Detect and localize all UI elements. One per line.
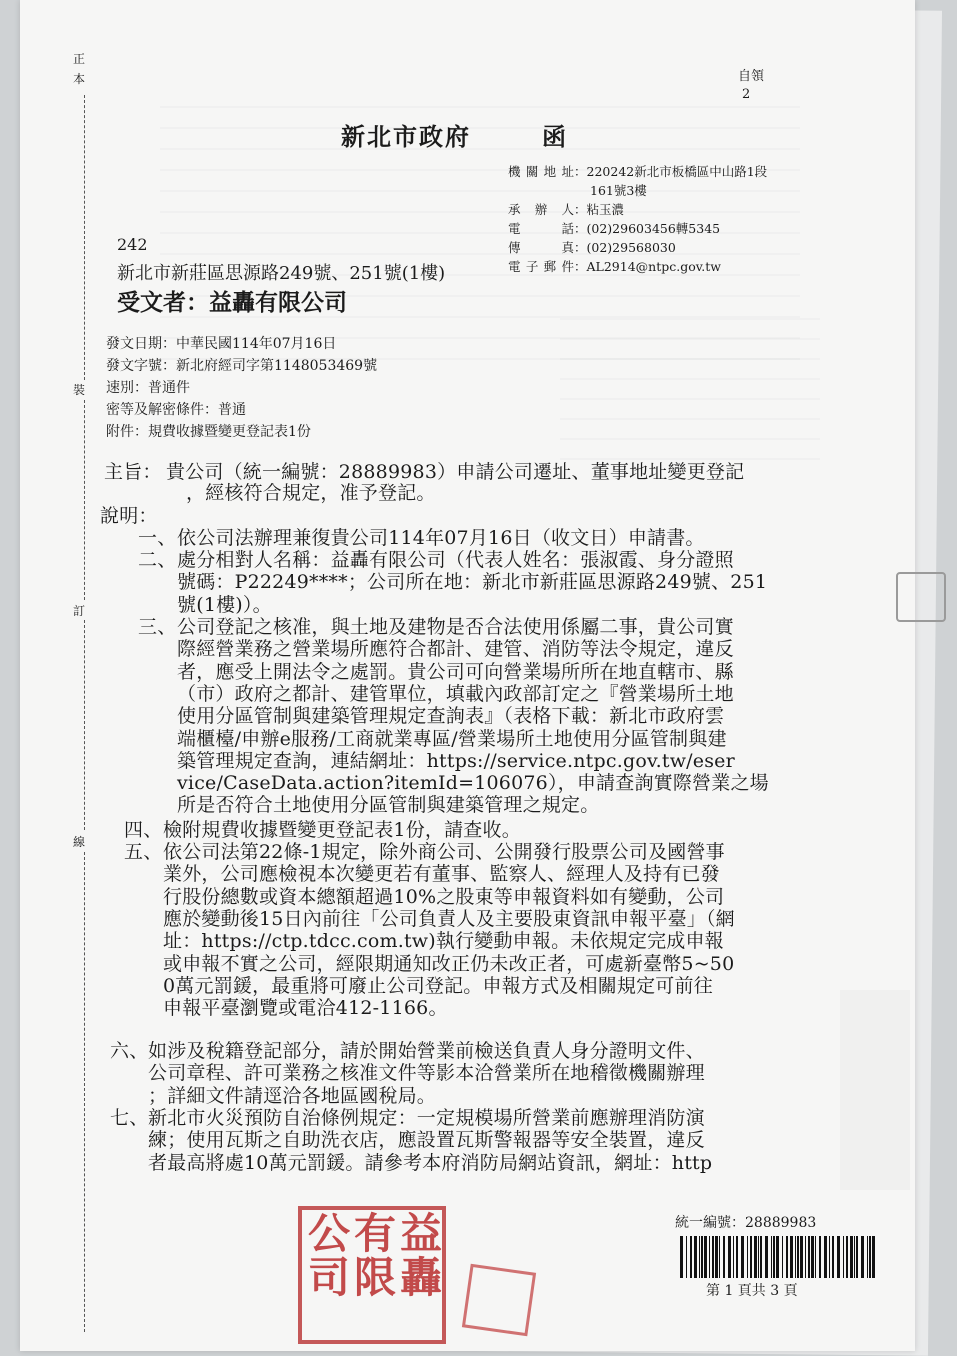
explanation-item-line: 申報平臺瀏覽或電洽412-1166。: [163, 997, 448, 1020]
subject-label-text: 主旨: [104, 461, 143, 483]
barcode-bar: [733, 1236, 734, 1278]
phone-number: (02)29603456轉5345: [586, 221, 721, 236]
explanation-item-line: 所是否符合土地使用分區管制與建築管理之規定。: [177, 794, 600, 817]
margin-mark-ben: 本: [72, 72, 85, 86]
barcode-bar: [795, 1236, 796, 1278]
barcode-bar: [829, 1236, 830, 1278]
agency-address-row: 機關地址：220242新北市板橋區中山路1段: [508, 164, 768, 179]
barcode-bar: [686, 1236, 687, 1278]
barcode-bar: [800, 1236, 803, 1278]
barcode-bar: [680, 1236, 683, 1278]
barcode-bar: [861, 1236, 864, 1278]
explanation-item-number: 七、: [110, 1107, 149, 1129]
self-collect-mark: 自領: [738, 69, 765, 84]
doc-number-row: 發文字號：新北府經司字第1148053469號: [106, 358, 378, 374]
explanation-item-line: （市）政府之都計、建管單位，填載內政部訂定之『營業場所土地: [177, 682, 734, 705]
barcode-bar: [805, 1236, 806, 1278]
footer-tax-id-label: 統一編號: [675, 1215, 731, 1231]
bleed-through-right-box: [840, 990, 910, 1190]
barcode-bar: [758, 1236, 759, 1278]
binding-line-2: [84, 400, 85, 600]
explanation-label: 說明：: [100, 505, 158, 527]
handler-label: 承辦人: [508, 202, 574, 217]
explanation-item-line: vice/CaseData.action?itemId=106076），申請查詢實際營業之場: [177, 772, 769, 795]
email-address: AL2914@ntpc.gov.tw: [586, 259, 722, 274]
fax-number: (02)29568030: [586, 240, 676, 255]
barcode-bar: [843, 1236, 844, 1278]
seal-char-5: 公: [308, 1209, 351, 1258]
attachment-value: 規費收據暨變更登記表1份: [148, 424, 311, 440]
email-row: 電子郵件：AL2914@ntpc.gov.tw: [508, 259, 722, 274]
recipient-row: 受文者：益轟有限公司: [117, 289, 347, 316]
company-seal: [298, 1206, 446, 1344]
recipient-name: 益轟有限公司: [209, 289, 347, 316]
explanation-item-line: 練；使用瓦斯之自助洗衣店，應設置瓦斯警報器等安全裝置，違反: [148, 1129, 705, 1152]
explanation-item-line: 端櫃檯/申辦e服務/工商就業專區/營業場所土地使用分區管制與建: [177, 727, 727, 750]
explanation-item-number: 三、: [138, 616, 177, 638]
agency-address-row-2: [508, 181, 767, 200]
barcode-bar: [797, 1236, 799, 1278]
date-label: 發文日期: [106, 336, 162, 352]
explanation-item-line: 0萬元罰鍰，最重將可廢止公司登記。申報方式及相關規定可前往: [163, 974, 713, 997]
explanation-item-line: 際經營業務之營業場所應符合都計、建管、消防等法令規定，違反: [177, 638, 734, 661]
subject-line-1: 貴公司（統一編號：28889983）申請公司遷址、董事地址變更登記: [166, 461, 745, 483]
explanation-item-line: 新北市火災預防自治條例規定：一定規模場所營業前應辦理消防演: [148, 1107, 705, 1129]
official-letter-page: [20, 0, 915, 1351]
issue-date: 中華民國114年07月16日: [176, 336, 337, 352]
binding-line-1: [84, 95, 85, 380]
barcode-bar: [832, 1236, 834, 1278]
handler-row: 承辦人：粘玉濃: [508, 202, 625, 217]
explanation-item-line: 業外，公司應檢視本次變更若有董事、監察人、經理人及持有已發: [163, 863, 720, 886]
explanation-item-line: 公司登記之核准，與土地及建物是否合法使用係屬二事，貴公司實: [177, 616, 734, 638]
explanation-item-number: 六、: [110, 1040, 149, 1062]
barcode-bar: [776, 1236, 779, 1278]
explanation-item-line: 址：https://ctp.tdcc.com.tw)執行變動申報。未依規定完成申報: [163, 930, 724, 953]
barcode-bar: [728, 1236, 731, 1278]
barcode-bar: [773, 1236, 775, 1278]
barcode-bar: [690, 1236, 692, 1278]
barcode-bar: [715, 1236, 718, 1278]
barcode-bar: [719, 1236, 720, 1278]
barcode-bar: [867, 1236, 868, 1278]
barcode-bar: [736, 1236, 738, 1278]
seal-char-1: 益: [400, 1209, 443, 1258]
barcode-bar: [723, 1236, 725, 1278]
recipient-postcode: 242: [117, 235, 148, 254]
barcode-bar: [750, 1236, 752, 1278]
barcode-bar: [786, 1236, 788, 1278]
barcode-bar: [856, 1236, 858, 1278]
explanation-item-line: 應於變動後15日內前往「公司負責人及主要股東資訊申報平臺」（網: [163, 907, 735, 930]
footer-tax-id: 統一編號：28889983: [675, 1215, 817, 1231]
seal-char-2: 轟: [400, 1253, 443, 1302]
barcode-bar: [790, 1236, 793, 1278]
speed-label: 速別: [106, 380, 134, 396]
personal-seal-stamp: [462, 1264, 536, 1337]
explanation-item-number: 一、: [138, 527, 177, 549]
explanation-item-line: 者，應受上開法令之處罰。貴公司可向營業場所所在地直轄市、縣: [177, 660, 734, 683]
explanation-item-line: 築管理規定查詢，連結網址：https://service.ntpc.gov.tw/eser: [177, 749, 735, 772]
barcode-bar: [850, 1236, 853, 1278]
margin-mark-zheng: 正: [72, 52, 85, 66]
copy-number: 2: [742, 87, 751, 102]
doc-number-label: 發文字號: [106, 358, 162, 374]
seal-char-6: 司: [308, 1253, 351, 1302]
barcode-bar: [699, 1236, 700, 1278]
barcode-bar: [824, 1236, 827, 1278]
explanation-item-line: 者最高將處10萬元罰鍰。請參考本府消防局網站資訊，網址：http: [148, 1151, 713, 1174]
barcode-bar: [854, 1236, 855, 1278]
barcode-bar: [808, 1236, 810, 1278]
barcode-bar: [815, 1236, 816, 1278]
explanation-item-line: 號碼：P22249****；公司所在地：新北市新莊區思源路249號、251: [177, 571, 768, 594]
barcode-bar: [704, 1236, 707, 1278]
subject-line-2: ，經核符合規定，准予登記。: [186, 482, 436, 504]
address-label: 機關地址: [508, 164, 574, 179]
agency-contact-block: [508, 162, 767, 276]
bleed-through-texture-2: [560, 300, 820, 460]
explanation-item-line: 或申報不實之公司，經限期通知改正仍未改正者，可處新臺幣5~50: [163, 952, 735, 975]
explanation-label-text: 說明: [100, 505, 139, 527]
barcode-bar: [754, 1236, 757, 1278]
seal-char-4: 限: [354, 1253, 397, 1302]
document-type: 函: [542, 122, 568, 151]
barcode-bar: [811, 1236, 814, 1278]
speed-value: 普通件: [148, 380, 190, 396]
doc-number: 新北府經司字第1148053469號: [176, 358, 378, 374]
recipient-address: 新北市新莊區思源路249號、251號(1樓): [117, 263, 446, 284]
explanation-item-line: 處分相對人名稱：益轟有限公司（代表人姓名：張淑霞、身分證照: [177, 549, 734, 571]
margin-mark-zhuang: 裝: [72, 383, 85, 397]
barcode-bar: [771, 1236, 772, 1278]
secrecy-value: 普通: [218, 402, 246, 418]
handler-name: 粘玉濃: [586, 202, 625, 217]
attachment-row: 附件：規費收據暨變更登記表1份: [106, 424, 311, 440]
barcode-bar: [869, 1236, 871, 1278]
footer-tax-id-value: 28889983: [745, 1215, 817, 1231]
margin-mark-ding: 訂: [72, 604, 85, 618]
recipient-label: 受文者: [117, 289, 186, 316]
phone-row: 電 話：(02)29603456轉5345: [508, 221, 721, 236]
subject-label: 主旨：: [104, 461, 162, 483]
explanation-item-line: 依公司法辦理兼復貴公司114年07月16日（收文日）申請書。: [177, 527, 705, 549]
barcode-bar: [837, 1236, 840, 1278]
explanation-item-line: 依公司法第22條-1規定，除外商公司、公開發行股票公司及國營事: [163, 841, 725, 863]
barcode-bar: [846, 1236, 848, 1278]
barcode-bar: [760, 1236, 762, 1278]
issuing-agency-title: 新北市政府: [341, 122, 471, 151]
agency-address-2: 161號3樓: [590, 183, 647, 198]
explanation-item-line: 公司章程、許可業務之核准文件等影本洽營業所在地稽徵機關辦理: [148, 1062, 705, 1085]
barcode-bar: [712, 1236, 714, 1278]
agency-address: 220242新北市板橋區中山路1段: [586, 164, 768, 179]
binding-line-3: [84, 620, 85, 830]
explanation-item-line: ；詳細文件請逕洽各地區國稅局。: [148, 1084, 437, 1107]
barcode-bar: [819, 1236, 821, 1278]
explanation-item-number: 四、: [124, 819, 163, 841]
document-meta-block: [106, 333, 377, 443]
barcode-bar: [782, 1236, 783, 1278]
explanation-item-number: 二、: [138, 549, 177, 571]
explanation-item-line: 檢附規費收據暨變更登記表1份，請查收。: [163, 819, 521, 841]
secrecy-row: 密等及解密條件：普通: [106, 402, 246, 418]
seal-char-3: 有: [354, 1209, 397, 1258]
date-row: 發文日期：中華民國114年07月16日: [106, 336, 337, 352]
page-indicator: 第 1 頁共 3 頁: [706, 1283, 798, 1299]
phone-label: 電 話: [508, 221, 574, 236]
explanation-item-line: 行股份總數或資本總額超過10%之股東等申報資料如有變動，公司: [163, 885, 725, 908]
fax-row: 傳 真：(02)29568030: [508, 240, 676, 255]
barcode-bar: [701, 1236, 703, 1278]
explanation-item-line: 號(1樓)）。: [177, 593, 272, 616]
barcode-bar: [709, 1236, 710, 1278]
barcode-bar: [747, 1236, 748, 1278]
gray-ink-stamp: [896, 572, 946, 622]
barcode-bar: [872, 1236, 875, 1278]
explanation-item-number: 五、: [124, 841, 163, 863]
explanation-item-line: 使用分區管制與建築管理規定查詢表』（表格下載：新北市政府雲: [177, 705, 725, 728]
speed-row: 速別：普通件: [106, 380, 190, 396]
fax-label: 傳 真: [508, 240, 574, 255]
barcode: [680, 1236, 880, 1278]
email-label: 電子郵件: [508, 259, 574, 274]
margin-mark-xian: 線: [72, 835, 85, 849]
barcode-bar: [694, 1236, 697, 1278]
attachment-label: 附件: [106, 424, 134, 440]
barcode-bar: [741, 1236, 744, 1278]
explanation-item-line: 如涉及稅籍登記部分，請於開始營業前檢送負責人身分證明文件、: [148, 1040, 705, 1062]
binding-line-4: [84, 852, 85, 1332]
secrecy-label: 密等及解密條件: [106, 402, 204, 418]
barcode-bar: [765, 1236, 768, 1278]
